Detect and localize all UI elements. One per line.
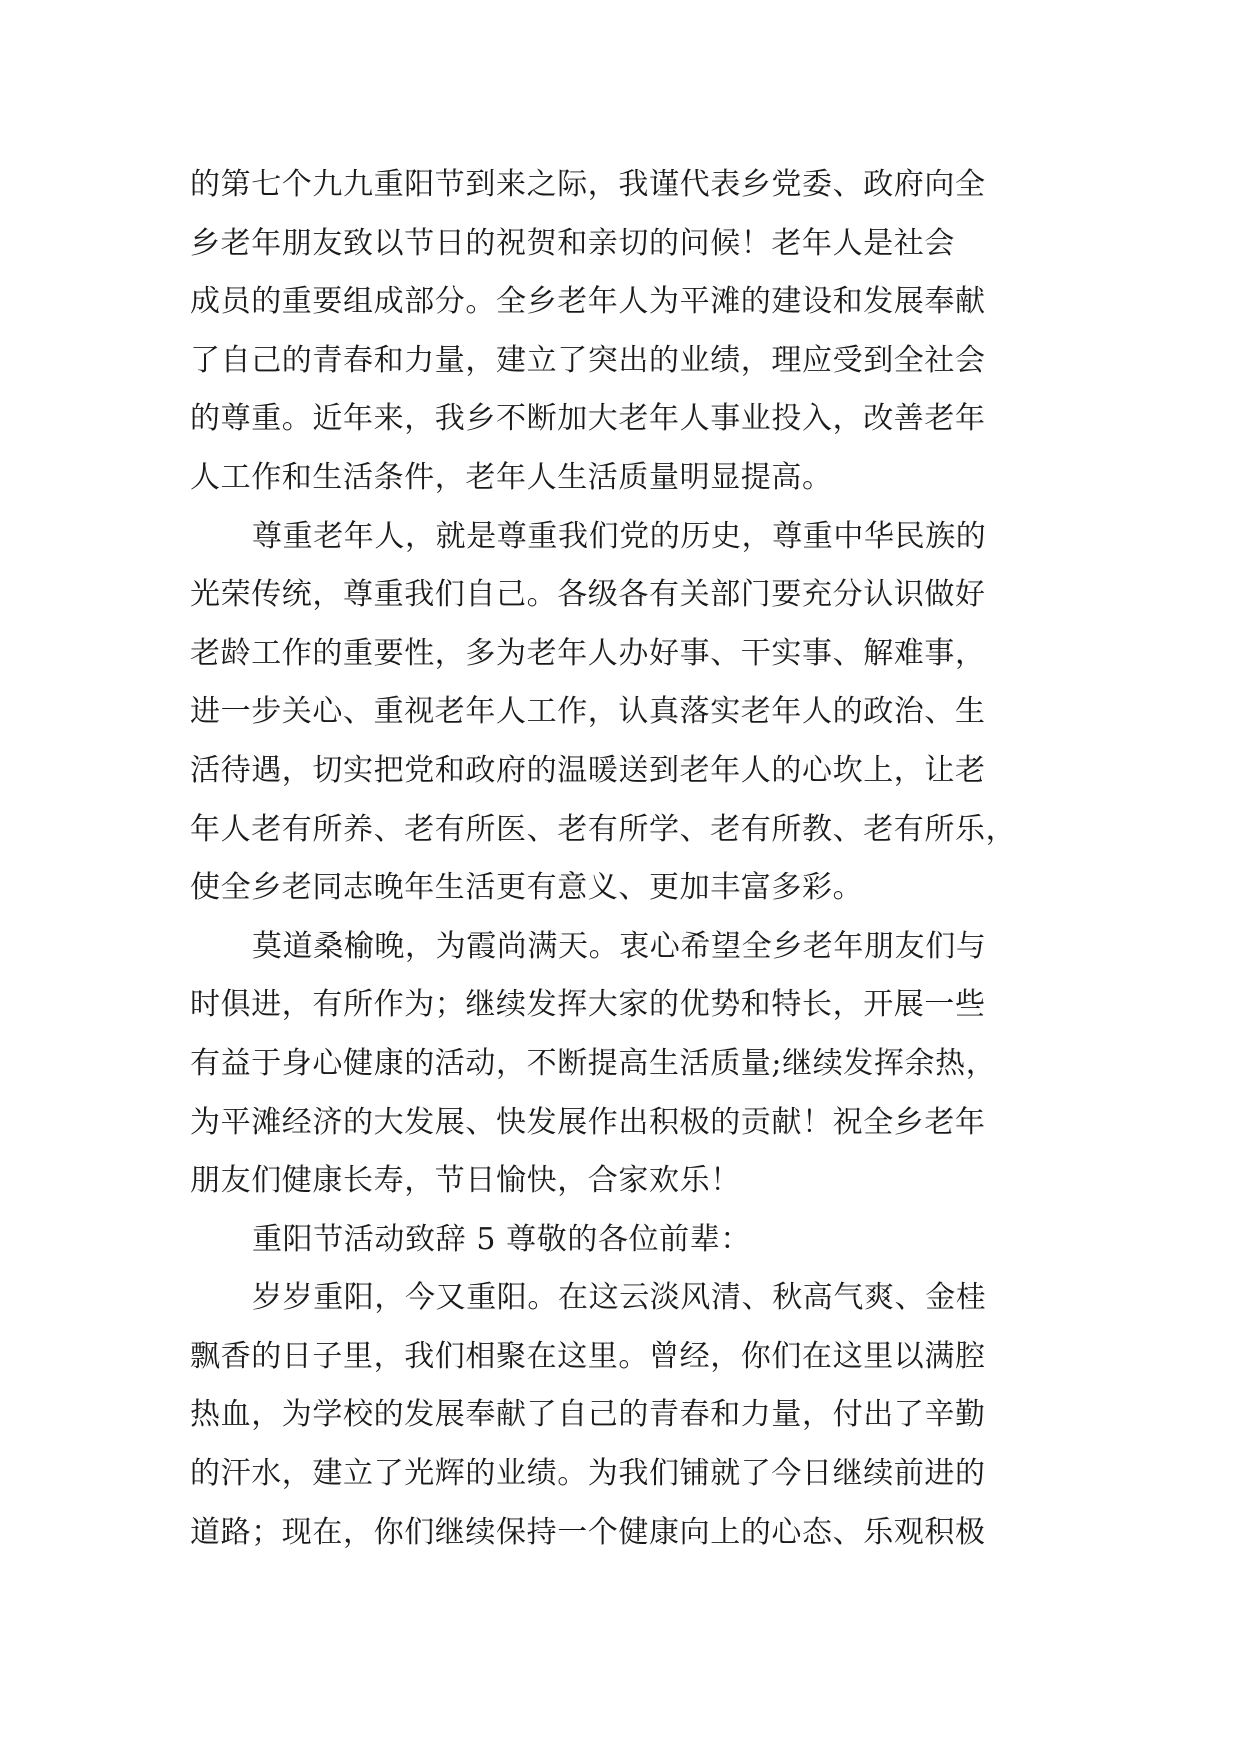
text-line: 活待遇，切实把党和政府的温暖送到老年人的心坎上，让老 [190, 752, 986, 788]
text-line: 岁岁重阳，今又重阳。在这云淡风清、秋高气爽、金桂 [252, 1280, 987, 1316]
text-line: 的尊重。近年来，我乡不断加大老年人事业投入，改善老年 [190, 401, 986, 437]
text-line: 飘香的日子里，我们相聚在这里。曾经，你们在这里以满腔 [190, 1338, 986, 1374]
text-line: 乡老年朋友致以节日的祝贺和亲切的问候！老年人是社会 [190, 225, 955, 261]
text-line: 朋友们健康长寿，节日愉快，合家欢乐！ [190, 1163, 741, 1199]
document-body [190, 156, 1090, 1562]
text-line: 老龄工作的重要性，多为老年人办好事、干实事、解难事， [190, 635, 986, 671]
text-line: 人工作和生活条件，老年人生活质量明显提高。 [190, 459, 833, 495]
text-line: 进一步关心、重视老年人工作，认真落实老年人的政治、生 [190, 694, 986, 730]
text-line: 的汗水，建立了光辉的业绩。为我们铺就了今日继续前进的 [190, 1456, 986, 1492]
text-line: 莫道桑榆晚，为霞尚满天。衷心希望全乡老年朋友们与 [252, 928, 987, 964]
text-line: 热血，为学校的发展奉献了自己的青春和力量，付出了辛勤 [190, 1397, 986, 1433]
text-line: 的第七个九九重阳节到来之际，我谨代表乡党委、政府向全 [190, 167, 986, 202]
text-line: 了自己的青春和力量，建立了突出的业绩，理应受到全社会 [190, 342, 986, 378]
text-line: 为平滩经济的大发展、快发展作出积极的贡献！祝全乡老年 [190, 1104, 986, 1140]
text-line: 道路；现在，你们继续保持一个健康向上的心态、乐观积极 [190, 1514, 986, 1550]
text-line: 重阳节活动致辞 5 尊敬的各位前辈： [252, 1221, 751, 1257]
text-line: 成员的重要组成部分。全乡老年人为平滩的建设和发展奉献 [190, 284, 986, 320]
text-line: 有益于身心健康的活动，不断提高生活质量;继续发挥余热， [190, 1045, 997, 1081]
text-line: 尊重老年人，就是尊重我们党的历史，尊重中华民族的 [252, 518, 987, 554]
text-line: 时俱进，有所作为；继续发挥大家的优势和特长，开展一些 [190, 987, 986, 1023]
text-line: 年人老有所养、老有所医、老有所学、老有所教、老有所乐， [190, 811, 1017, 847]
text-line: 使全乡老同志晚年生活更有意义、更加丰富多彩。 [190, 870, 864, 906]
text-line: 光荣传统，尊重我们自己。各级各有关部门要充分认识做好 [190, 577, 986, 613]
